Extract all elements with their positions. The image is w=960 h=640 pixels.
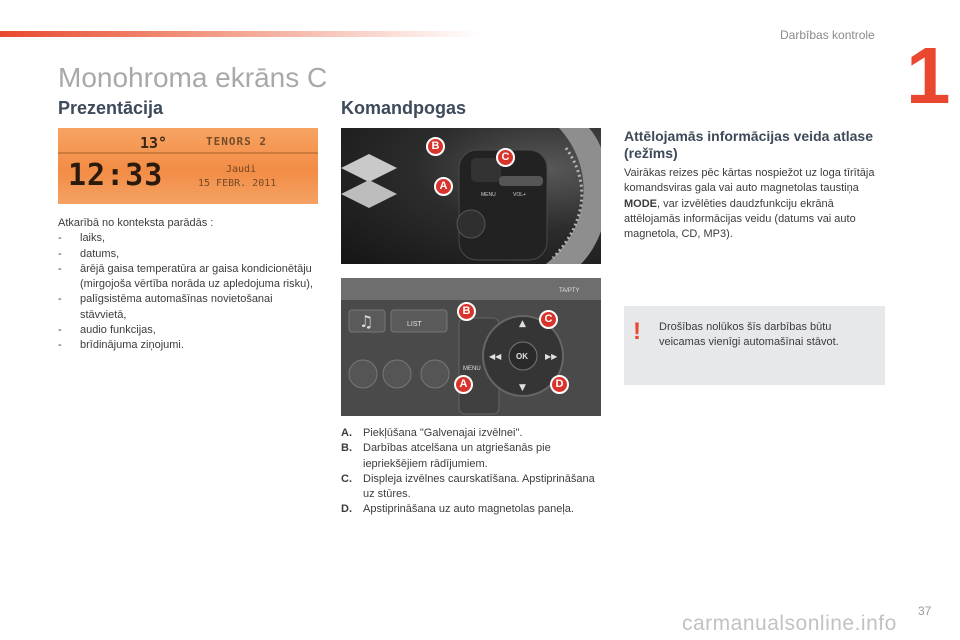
display-radio-station: TENORS 2	[206, 135, 267, 148]
music-note-icon: ♫	[359, 312, 374, 331]
list-item: - laiks,	[58, 232, 106, 245]
presentation-intro: Atkarībā no konteksta parādās :	[58, 217, 214, 229]
controls-heading: Komandpogas	[341, 98, 467, 118]
section-header: Darbības kontrole	[780, 28, 875, 42]
callout-c: C	[496, 148, 515, 167]
audio-console-photo	[341, 278, 601, 416]
page-number: 37	[918, 604, 932, 618]
forward-icon: ▶▶	[545, 352, 558, 361]
presentation-heading: Prezentācija	[58, 98, 164, 118]
callout-c: C	[539, 310, 558, 329]
warning-text: Drošības nolūkos šīs darbības būtu veicamas vienīgi automašīnai stāvot.	[659, 321, 839, 349]
console-knob-1	[349, 360, 377, 388]
legend-item-a: A. Piekļūšana "Galvenajai izvēlnei".	[341, 427, 523, 439]
list-item: - ārējā gaisa temperatūra ar gaisa kondicionētāju (mirgojoša vērtība norāda uz apledojuma risku),	[58, 262, 313, 291]
audio-console-illustration	[341, 278, 601, 416]
wheel-label-vol: VOL+	[513, 192, 526, 198]
callout-a: A	[434, 177, 453, 196]
list-item: - audio funkcijas,	[58, 324, 156, 337]
display-temperature: 13°	[140, 134, 168, 152]
display-day: Jaudi	[226, 164, 257, 175]
mode-text: Vairākas reizes pēc kārtas nospiežot uz loga tīrītāja komandsviras gala vai auto magnetolas taustiņa MODE, var izvēlēties daudzfunkciju ekrānā attēlojamās informācijas veidu (datums vai auto magnetola, CD, MP3).	[624, 167, 875, 241]
wheel-label-menu: MENU	[481, 192, 496, 198]
page-title: Monohroma ekrāns C	[58, 62, 328, 93]
chapter-number: 1	[906, 31, 951, 120]
callout-d: D	[550, 375, 569, 394]
menu-label: MENU	[463, 366, 481, 372]
console-knob-2	[383, 360, 411, 388]
ta-pty-label: TA/PTY	[559, 288, 580, 294]
display-divider	[58, 152, 318, 154]
rewind-icon: ◀◀	[489, 352, 502, 361]
exclamation-icon: !	[633, 318, 641, 345]
list-item: - datums,	[58, 247, 120, 260]
list-item: - brīdinājuma ziņojumi.	[58, 339, 184, 352]
mode-heading: Attēlojamās informācijas veida atlase (režīms)	[624, 128, 873, 161]
rotary-control	[457, 210, 485, 238]
console-knob-3	[421, 360, 449, 388]
legend-item-c: C. Displeja izvēlnes caurskatīšana. Apstiprināšana uz stūres.	[341, 472, 595, 501]
display-date: 15 FEBR. 2011	[198, 178, 277, 189]
brand-chevron-upper	[341, 154, 397, 182]
legend-item-d: D. Apstiprināšana uz auto magnetolas paneļa.	[341, 503, 574, 516]
legend-item-b: B. Darbības atcelšana un atgriešanās pie iepriekšējiem rādījumiem.	[341, 442, 551, 470]
wiper-stalk	[499, 176, 543, 186]
monochrome-display-image	[58, 128, 318, 204]
header-accent-bar	[0, 31, 480, 37]
watermark: carmanualsonline.info	[682, 612, 897, 635]
brand-chevron-lower	[341, 180, 397, 208]
controls-legend	[341, 426, 607, 518]
presentation-text	[58, 216, 316, 354]
callout-b: B	[426, 137, 445, 156]
callout-a: A	[454, 375, 473, 394]
warning-box	[624, 306, 885, 385]
wheel-rim	[546, 128, 601, 264]
list-label: LIST	[407, 321, 422, 328]
steering-wheel-illustration	[341, 128, 601, 264]
up-arrow-icon: ▲	[519, 319, 526, 329]
callout-b: B	[457, 302, 476, 321]
display-clock: 12:33	[68, 158, 164, 193]
list-item: - palīgsistēma automašīnas novietošanai stāvvietā,	[58, 293, 273, 321]
down-arrow-icon: ▼	[519, 383, 526, 393]
mode-button-name: MODE	[624, 197, 657, 210]
ok-label: OK	[516, 352, 528, 361]
steering-wheel-photo	[341, 128, 601, 264]
